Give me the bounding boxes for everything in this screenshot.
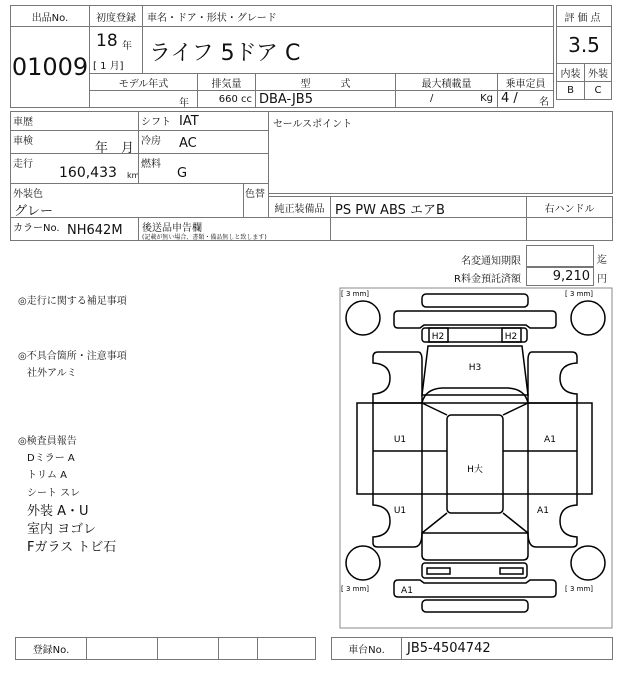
max-load-value: / [430, 93, 434, 104]
later-items-cell [138, 217, 331, 241]
front-bumper [394, 311, 556, 328]
reg-no-cell [157, 637, 219, 660]
wheel-rear-left-icon [346, 546, 380, 580]
capacity-label: 乗車定員 [497, 73, 554, 91]
inspection-cell [10, 130, 139, 154]
fuel-value: G [177, 166, 188, 181]
steering-side: 右ハンドル [526, 196, 613, 218]
recycle-value: 9,210 [526, 267, 594, 286]
inspector-item: Dミラー A [27, 453, 75, 464]
max-load-cell [395, 90, 498, 108]
inspector-item: 外装 A・U [27, 504, 89, 519]
type-label: 型 式 [255, 73, 396, 91]
tread-rear-left: [ 3 mm] [341, 585, 370, 593]
capacity-cell [497, 90, 554, 108]
chassis-no-label: 車台No. [331, 637, 402, 660]
rear-bar [422, 600, 528, 612]
reg-no-cell [218, 637, 258, 660]
rear-light-left [427, 568, 450, 574]
later-items-label: 後送品申告欄 [142, 223, 202, 234]
displacement-value: 660 cc [197, 90, 256, 108]
exterior-label: 外装 [584, 63, 612, 82]
shift-label: シフト [141, 117, 171, 128]
first-reg-month: [ 1 月] [93, 61, 124, 72]
roof [447, 415, 503, 513]
sales-point-label: セールスポイント [273, 119, 353, 130]
color-no-value: NH642M [67, 223, 123, 238]
equipment-label: 純正装備品 [268, 196, 331, 218]
tread-front-left: [ 3 mm] [341, 290, 370, 298]
shift-cell [138, 111, 269, 131]
car-damage-diagram [330, 285, 620, 630]
trunk [422, 533, 528, 560]
first-reg-year: 18 [96, 31, 118, 51]
inspector-item: シート スレ [27, 488, 81, 499]
name-change-value [526, 245, 594, 267]
later-items-value [330, 217, 527, 241]
first-reg-cell [89, 26, 143, 74]
mark-hood: H3 [468, 363, 482, 373]
reg-no-cell [257, 637, 316, 660]
color-no-cell [10, 217, 139, 241]
front-bar [422, 294, 528, 307]
color-label: 外装色 [13, 189, 43, 200]
mark-roof: H大 [467, 465, 483, 475]
name-change-label: 名変通知期限 [461, 256, 521, 267]
color-change-label: 色替 [245, 189, 265, 200]
inspector-item: トリム A [27, 470, 68, 481]
chassis-no-value: JB5-4504742 [401, 637, 613, 660]
interior-label: 内装 [556, 63, 585, 82]
inspection-value: 年 月 [94, 141, 134, 156]
later-items-note: (記載が無い場合、書類・備品無しと致します) [142, 234, 267, 241]
doors-outline [357, 403, 592, 494]
score-label: 評価点 [556, 5, 612, 27]
type-value: DBA-JB5 [255, 90, 396, 108]
color-cell [10, 183, 244, 218]
displacement-label: 排気量 [197, 73, 256, 91]
car-name: ライフ 5ドア C [149, 41, 301, 66]
history-cell [10, 111, 139, 131]
driving-notes-title: ◎走行に関する補足事項 [18, 296, 127, 307]
inspection-label: 車検 [13, 136, 33, 147]
model-year-label: モデル年式 [89, 73, 198, 91]
reg-no-label: 登録No. [15, 637, 87, 660]
mark-left-front-door: U1 [393, 435, 407, 445]
shift-value: IAT [179, 114, 199, 129]
lot-label: 出品No. [10, 5, 90, 27]
history-label: 車歴 [13, 117, 33, 128]
mileage-unit: km [127, 171, 140, 180]
color-change-cell [243, 183, 269, 218]
rear-panel [422, 563, 527, 578]
score-value: 3.5 [556, 26, 612, 64]
max-load-unit: Kg [480, 93, 493, 104]
capacity-unit: 名 [539, 97, 549, 108]
sales-point-box [268, 111, 613, 194]
rear-left-fender [373, 494, 422, 547]
recycle-label: R料金預託済額 [454, 274, 521, 285]
rear-bumper [394, 580, 556, 597]
fuel-label: 燃料 [141, 159, 161, 170]
capacity-value: 4 / [501, 91, 518, 106]
defect-item: 社外アルミ [27, 368, 77, 379]
ac-label: 冷房 [141, 136, 161, 147]
mark-grille-left: H2 [431, 332, 445, 342]
exterior-grade: C [584, 81, 612, 100]
year-unit: 年 [122, 41, 132, 52]
model-year-value: 年 [89, 90, 198, 108]
ac-cell [138, 130, 269, 154]
inspector-title: ◎検査員報告 [18, 436, 77, 447]
tread-rear-right: [ 3 mm] [565, 585, 594, 593]
name-change-unit: 迄 [597, 255, 607, 266]
mark-right-rear-fender: A1 [537, 506, 549, 516]
reg-no-cell [86, 637, 158, 660]
mark-rear-bumper: A1 [401, 586, 413, 596]
color-value: グレー [14, 204, 54, 219]
equipment-value: PS PW ABS エアB [330, 196, 527, 218]
name-label: 車名・ドア・形状・グレード [142, 5, 554, 27]
lot-number: 01009 [10, 26, 90, 108]
mileage-value: 160,433 [59, 165, 117, 181]
interior-grade: B [556, 81, 585, 100]
mileage-cell [10, 153, 139, 184]
wheel-rear-right-icon [571, 546, 605, 580]
recycle-unit: 円 [597, 274, 607, 285]
inspector-item: 室内 ヨゴレ [27, 522, 97, 537]
inspector-item: Fガラス トビ石 [27, 540, 117, 555]
fuel-cell [138, 153, 269, 184]
mark-left-rear-fender: U1 [393, 506, 407, 516]
ac-value: AC [179, 136, 197, 151]
wheel-front-right-icon [571, 301, 605, 335]
blank-cell [526, 217, 613, 241]
defects-title: ◎不具合箇所・注意事項 [18, 351, 127, 362]
wheel-front-left-icon [346, 301, 380, 335]
tread-front-right: [ 3 mm] [565, 290, 594, 298]
front-right-fender [528, 352, 577, 403]
mark-right-front-door: A1 [544, 435, 556, 445]
first-reg-label: 初度登録 [89, 5, 143, 27]
max-load-label: 最大積載量 [395, 73, 498, 91]
rear-right-fender [528, 494, 577, 547]
mileage-label: 走行 [13, 159, 33, 170]
color-no-label: カラーNo. [13, 223, 60, 234]
mark-grille-right: H2 [504, 332, 518, 342]
rear-light-right [500, 568, 523, 574]
front-left-fender [373, 352, 422, 403]
diagram-frame [340, 288, 612, 628]
car-name-cell [142, 26, 554, 74]
